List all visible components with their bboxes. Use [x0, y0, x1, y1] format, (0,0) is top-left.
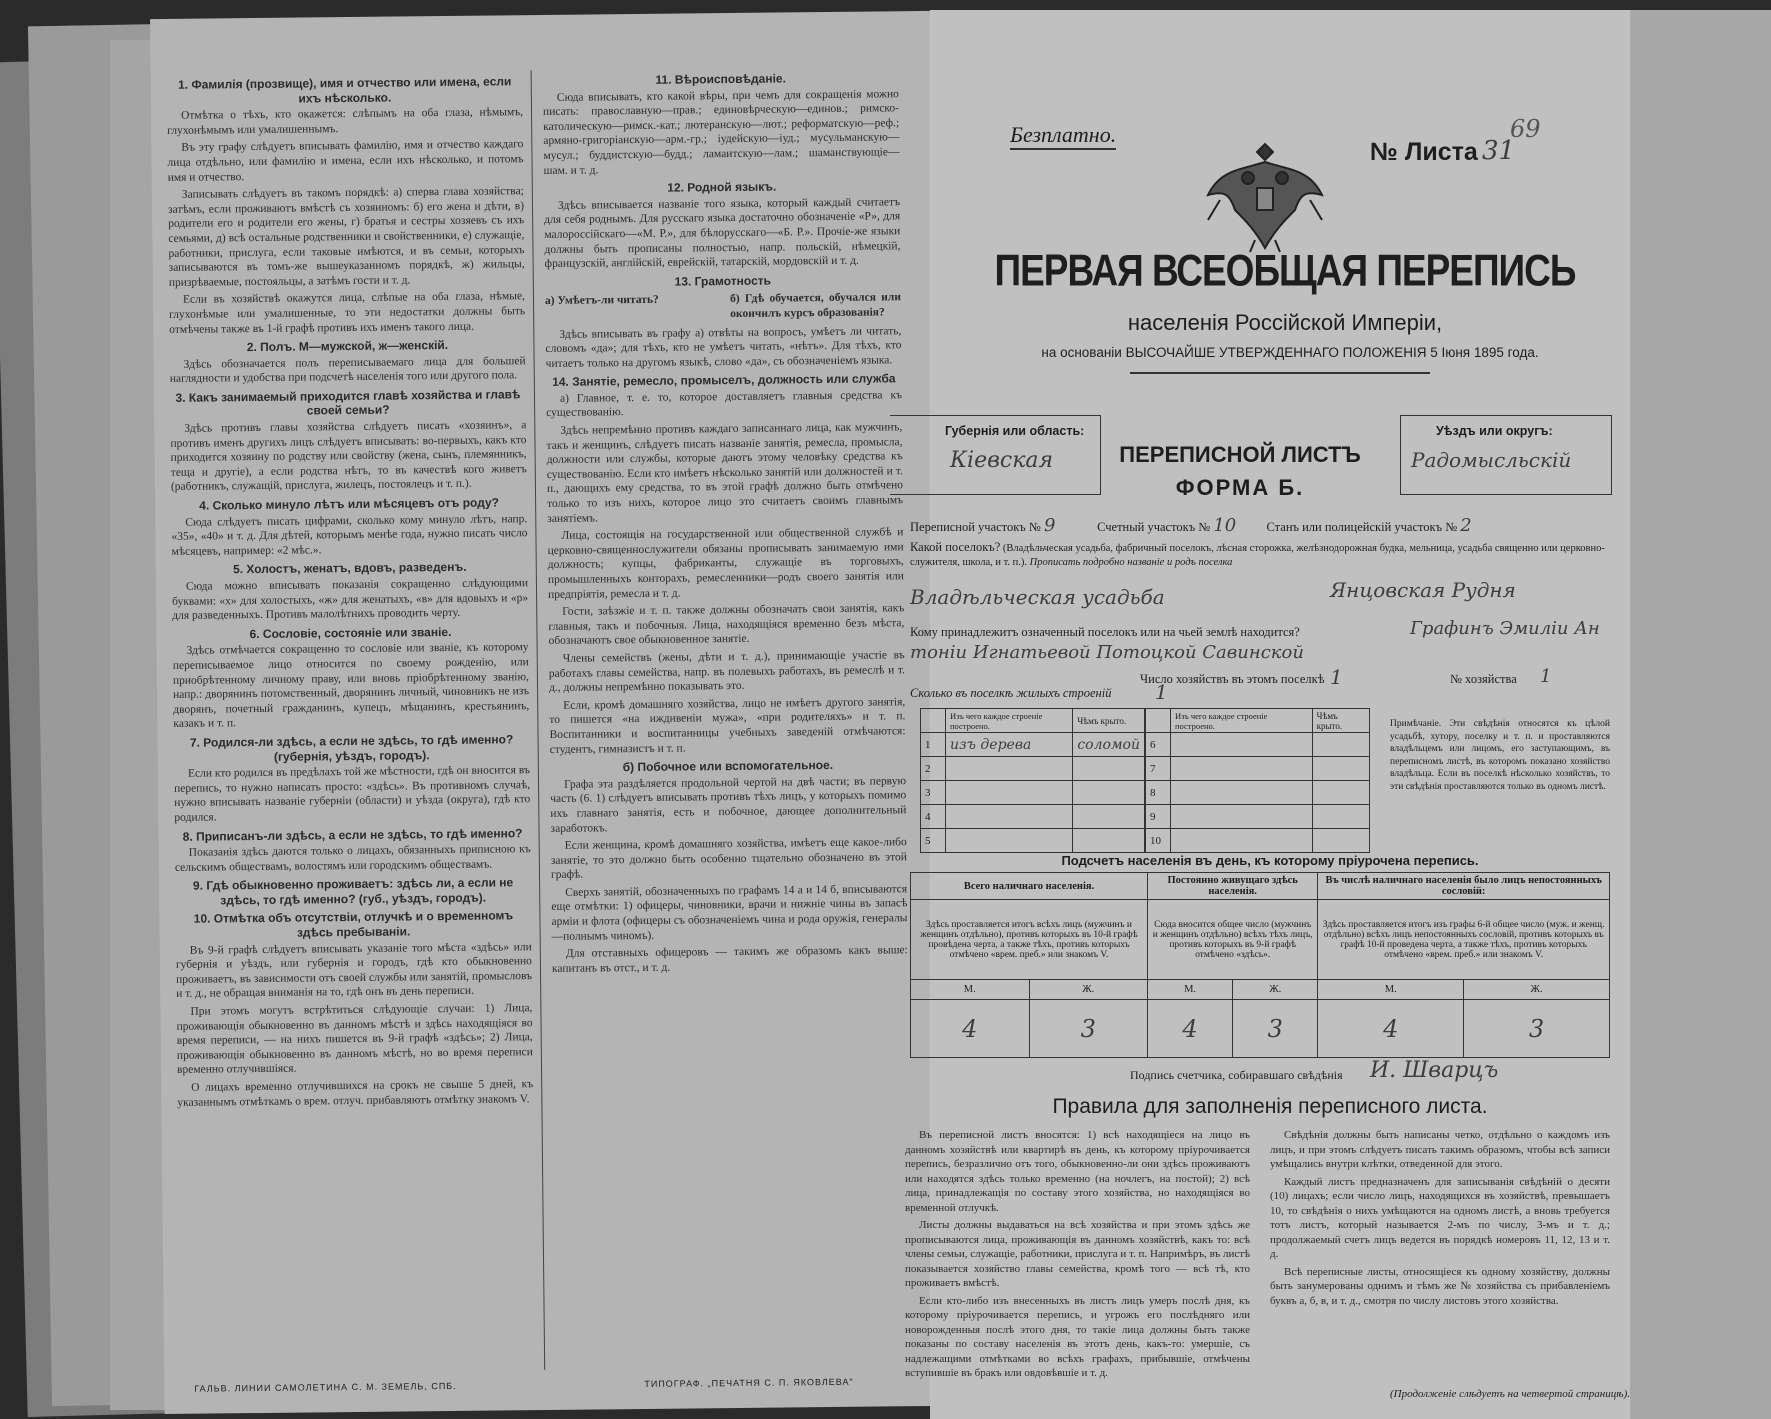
instructions-page	[150, 11, 945, 1414]
buildings-label: Сколько въ поселкѣ жилыхъ строеній	[910, 686, 1112, 700]
instruction-paragraph: Лица, состоящія на государственной или общественной службѣ и церковно-священнослужители обязаны прописывать занимаемую ими должность; купцы, фабриканты, служащіе въ торговыхъ, промышленныхъ конторахъ, ремесленники—родъ своего занятія или предпріятія, ремесла и т. д.	[547, 526, 904, 601]
rule-paragraph: Въ переписной листъ вносятся: 1) всѣ находящіеся на лицо въ данномъ хозяйствѣ или квартирѣ въ день, къ которому пріурочивается перепись, безразлично отъ того, обыкновенно-ли они здѣсь проживаютъ или находятся здѣсь только временно (на ночлегъ, на постой); 2) всѣ лица, принадлежащія по составу этого хозяйства, но находящіяся во временной отлучкѣ.	[905, 1129, 1250, 1214]
census-subtitle: населенія Россійской Имперіи,	[1127, 310, 1443, 335]
section-heading: 4. Сколько минуло лѣтъ или мѣсяцевъ отъ роду?	[199, 495, 500, 513]
section-heading: 2. Полъ. М—мужской, ж—женскій.	[246, 338, 449, 355]
table-row: 4	[921, 805, 1145, 829]
rule-paragraph: Если кто-либо изъ внесенныхъ въ листъ лицъ умеръ послѣ дня, къ которому пріурочивается перепись, и угрожъ его послѣдняго или новорожденныя послѣ этого дня, то такіе лица должны быть также показаны по составу населенія въ этотъ день, какъ-то: умершіе, съ надлежащими отмѣтками во всѣхъ графахъ, прибывшіе, отмѣчены вступившіе въ бракъ или овдовѣвшіе и т. д.	[905, 1294, 1250, 1379]
gubernia-label: Губернія или область:	[945, 424, 1085, 438]
table-row: 2	[921, 757, 1145, 781]
section-heading: б) Побочное или вспомогательное.	[622, 758, 834, 775]
settlement-description: (Владѣльческая усадьба, фабричный поселокъ, лѣсная сторожка, желѣзнодорожная будка, мельница, усадьба священно или церковно-служителя, школа, и т. п.).	[910, 543, 1605, 568]
column-header-material: Изъ чего каждое строеніе построено.	[946, 709, 1073, 733]
instruction-paragraph: При этомъ могутъ встрѣтиться слѣдующіе случаи: 1) Лица, проживающія обыкновенно въ данномъ мѣстѣ и здѣсь находящіяся во время переписи, — на нихъ пишется въ 9-й графѣ «здѣсь»; 2) Лица, проживающія обыкновенно въ данномъ мѣстѣ, но во время переписи временно отлучившіяся.	[176, 1002, 533, 1077]
census-district-value: 9	[1043, 515, 1056, 536]
census-district-label: Переписной участокъ №	[910, 520, 1041, 534]
stan-value: 2	[1460, 515, 1472, 536]
owner-value-1: Графинъ Эмиліи Ан	[1410, 618, 1600, 639]
section-heading: 12. Родной языкъ.	[667, 179, 777, 195]
female-header: Ж.	[1233, 980, 1318, 1000]
household-number-label: № хозяйства	[1450, 672, 1517, 686]
rule-paragraph: Всѣ переписные листы, относящіеся къ одному хозяйству, должны быть занумерованы однимъ и тѣмъ же № хозяйства съ прибавленіемъ буквъ а, б, в, и т. д., смотря по числу листовъ этого хозяйства.	[1270, 1265, 1610, 1307]
instruction-paragraph: Въ 9-й графѣ слѣдуетъ вписывать указаніе того мѣста «здѣсь» или губернія и уѣздъ, или губернія и городъ, гдѣ кто обыкновенно проживаетъ, въ зависимости отъ своей службы или занятій, промысловъ и т. д., не обращая вниманія на то, гдѣ онъ въ день переписи.	[175, 940, 533, 1001]
stan-label: Станъ или полицейскій участокъ №	[1266, 520, 1458, 534]
instruction-paragraph: Гости, заѣзжіе и т. п. также должны обозначать свои занятія, какъ главныя, такъ и побочныя. Лица, находящіяся временно безъ мѣста, обозначаютъ свое обыкновенное занятіе.	[548, 602, 905, 648]
form-type-title: ФОРМА Б.	[1175, 475, 1305, 500]
instruction-paragraph: О лицахъ временно отлучившихся на срокъ не свыше 5 дней, къ указаннымъ отмѣткамъ о врем. отлуч. прибавляютъ отмѣтку знакомъ V.	[177, 1078, 534, 1109]
section-heading: 9. Гдѣ обыкновенно проживаетъ: здѣсь ли, а если не здѣсь, то гдѣ именно? (губ., уѣздъ, городъ).	[192, 875, 514, 908]
male-header: М.	[1318, 980, 1464, 1000]
instruction-paragraph: Если женщина, кромѣ домашняго хозяйства, имѣетъ еще какое-либо занятіе, то это должно быть особенно тщательно обозначено въ этой графѣ.	[550, 836, 907, 882]
female-header: Ж.	[1464, 980, 1610, 1000]
instruction-paragraph: а) Главное, т. е. то, которое доставляетъ главныя средства къ существованію.	[546, 389, 903, 420]
household-number-value: 1	[1540, 666, 1552, 687]
non-permanent-male-count: 4	[1318, 1000, 1464, 1058]
instruction-paragraph: Сверхъ занятій, обозначенныхъ по графамъ 14 а и 14 б, вписываются еще отмѣтки: 1) офицеры, чиновники, врачи и нижніе чины въ запасѣ арміи и флота (офицеры съ обозначеніемъ чина и рода оружія, генералы—полнымъ чиномъ).	[551, 883, 908, 943]
signature-value: И. Шварцъ	[1370, 1058, 1499, 1083]
instruction-paragraph: Здѣсь вписывать въ графу а) отвѣты на вопросъ, умѣетъ ли читать, словомъ «да»; для тѣхъ, кто не умѣетъ читать, «нѣтъ». Для тѣхъ, кто читаетъ только на другомъ языкѣ, слово «да», съ обозначеніемъ языка.	[545, 324, 902, 370]
column-header: Постоянно живущаго здѣсь населенія.	[1148, 873, 1318, 900]
instruction-paragraph: Здѣсь отмѣчается сокращенно то сословіе или званіе, къ которому переписываемое лицо относится по своему рожденію, или приобрѣтенному личному праву, или вновь пріобрѣтенному званію, напр.: дворянинъ потомственный, дворянинъ личный, чиновникъ не изъ дворянъ, почетный гражданинъ, купецъ, мѣщанинъ, крестьянинъ, казакъ и т. п.	[172, 641, 530, 731]
column-header-material: Изъ чего каждое строеніе построено.	[1171, 709, 1313, 733]
table-row: 9	[1146, 805, 1370, 829]
instruction-paragraph: Показанія здѣсь даются только о лицахъ, обязанныхъ приписною къ сельскимъ обществамъ, волостямъ или городскимъ обществамъ.	[174, 843, 531, 874]
section-heading: 5. Холостъ, женатъ, вдовъ, разведенъ.	[232, 560, 467, 577]
instruction-paragraph: Для отставныхъ офицеровъ — такимъ же образомъ какъ выше: капитанъ въ отст., и т. д.	[551, 944, 908, 975]
instruction-paragraph: Записывать слѣдуетъ въ такомъ порядкѣ: а) сперва глава хозяйства; затѣмъ, если проживаютъ вмѣстѣ съ хозяиномъ: б) его жена и дѣти, в) родители его и родители его жены, г) братья и сестры хозяевъ съ ихъ семьями, д) всѣ остальные родственники и свойственники, е) служащіе, работники, прислуга, если таковые имѣются, и въ семьи, которыхъ записываются въ томъ-же вышеуказанномъ порядкѣ, ж) жильцы, призрѣваемые, постояльцы, а затѣмъ гости и т. д.	[167, 185, 525, 289]
settlement-description-tail: Прописать подробно названіе и родъ поселка	[1029, 557, 1233, 568]
instruction-paragraph: Здѣсь вписывается названіе того языка, который каждый считаетъ для себя роднымъ. Для русскаго языка достаточно обозначеніе «Р», для малороссійскаго—«М. Р.», для бѣлорусскаго—«Б. Р.». Прочіе-же языки должны быть прописаны полностью, напр. польскій, нѣмецкій, французскій, англійскій, еврейскій, татарскій, мордовскій и т. д.	[544, 195, 901, 271]
table-row: 7	[1146, 757, 1370, 781]
column-description: Здѣсь проставляется итогъ изъ графы 6-й общее число (муж. и женщ. отдѣльно) всѣхъ лицъ непостоянныхъ сословій, противъ которыхъ въ графѣ 10-й проведена черта, а также тѣхъ, противъ которыхъ отмѣчено «врем. преб.» или знакомъ V.	[1318, 900, 1610, 980]
column-header-roof: Чѣмъ крыто.	[1073, 709, 1145, 733]
free-stamp: Безплатно.	[1010, 122, 1116, 150]
table-row: 1 изъ дерева соломой	[921, 733, 1145, 757]
buildings-note: Примѣчаніе. Эти свѣдѣнія относятся къ цѣлой усадьбѣ, хутору, поселку и т. п. и проставляются владѣльцемъ или лицомъ, его заступающимъ, въ переписномъ листѣ, въ которомъ показано хозяйство владѣльца. Если въ поселкѣ нѣсколько хозяйствъ, то эти свѣдѣнія проставляются только въ одномъ листѣ.	[1390, 719, 1610, 792]
resident-male-count: 4	[1148, 1000, 1233, 1058]
instruction-paragraph: Здѣсь противъ главы хозяйства слѣдуетъ писать «хозяинъ», а противъ именъ другихъ лицъ слѣдуетъ вписывать: во-первыхъ, какъ кто приходится хозяину по родству или свойству (жена, сынъ, племянникъ, теща и другіе), а если родства нѣтъ, то въ качествѣ кого живетъ (работникъ, служащій, прислуга, жилецъ, постоялецъ и т. п.).	[170, 419, 527, 494]
table-row: 10	[1146, 829, 1370, 853]
section-heading: 7. Родился-ли здѣсь, а если не здѣсь, то гдѣ именно? (губернія, уѣздъ, городъ).	[189, 732, 514, 764]
instruction-paragraph: Если, кромѣ домашняго хозяйства, лицо не имѣетъ другого занятія, то пишется «на иждивеніи мужа», «при родителяхъ» и т. п. Воспитанники и воспитанницы учебныхъ заведеній отмѣчаются: студентъ, гимназистъ и т. п.	[549, 695, 906, 756]
count-district-label: Счетный участокъ №	[1097, 520, 1211, 534]
rules-column-right	[1270, 1128, 1610, 1311]
uezd-label: Уѣздъ или округъ:	[1436, 424, 1553, 438]
households-label: Число хозяйствъ въ этомъ поселкѣ	[1140, 672, 1325, 686]
section-heading: 8. Приписанъ-ли здѣсь, а если не здѣсь, то гдѣ именно?	[182, 825, 523, 844]
literacy-subheadings	[545, 291, 901, 324]
male-header: М.	[911, 980, 1030, 1000]
settlement-name: Янцовская Рудня	[1330, 578, 1516, 602]
table-row: 8	[1146, 781, 1370, 805]
instruction-paragraph: Сюда можно вписывать показанія сокращенно слѣдующими буквами: «х» для холостыхъ, «ж» для женатыхъ, «в» для вдовыхъ и «р» для разведенныхъ. Противъ малолѣтнихъ проводить черту.	[172, 577, 529, 623]
section-heading: 3. Какъ занимаемый приходится главѣ хозяйства и главѣ своей семьи?	[175, 387, 521, 418]
population-count-title: Подсчетъ населенія въ день, къ которому пріурочена перепись.	[1061, 853, 1479, 868]
sheet-number-value: 31	[1482, 136, 1516, 166]
non-permanent-female-count: 3	[1464, 1000, 1610, 1058]
district-line	[910, 515, 1610, 536]
literacy-subheading: б) Гдѣ обучается, обучался или окончилъ курсъ образованія?	[730, 291, 902, 320]
instruction-paragraph: Въ эту графу слѣдуетъ вписывать фамилію, имя и отчество каждаго лица отдѣльно, или фамилію и имена, если ихъ нѣсколько, и потомъ имя и отчество.	[167, 138, 524, 184]
overlapping-sheet-edge	[1630, 10, 1771, 1419]
signature-label: Подпись счетчика, собиравшаго свѣдѣнія	[1130, 1068, 1343, 1082]
instruction-paragraph: Здѣсь обозначается полъ переписываемаго лица для большей наглядности и удобства при подсчетѣ населенія того или другого пола.	[169, 354, 526, 386]
section-heading: 1. Фамилія (прозвище), имя и отчество или имена, если ихъ нѣсколько.	[177, 74, 512, 106]
settlement-block	[910, 540, 1610, 570]
column-description: Сюда вносится общее число (мужчинъ и женщинъ отдѣльно) всѣхъ тѣхъ лицъ, противъ которыхъ въ 9-й графѣ отмѣчено «здѣсь».	[1148, 900, 1318, 980]
owner-value-2: тоніи Игнатьевой Потоцкой Савинской	[910, 642, 1304, 663]
column-description: Здѣсь проставляется итогъ всѣхъ лицъ (мужчинъ и женщинъ отдѣльно), противъ которыхъ въ 10-й графѣ провѣдена черта, а также тѣхъ, противъ которыхъ отмѣчено «врем. преб.» или знакомъ V.	[911, 900, 1148, 980]
instruction-paragraph: Сюда слѣдуетъ писать цифрами, сколько кому минуло лѣтъ, напр. «35», «40» и т. д. Для дѣтей, которымъ менѣе года, нужно писать число мѣсяцевъ, например: «2 мѣс.».	[171, 512, 528, 558]
section-heading: 14. Занятіе, ремесло, промыселъ, должность или служба	[552, 371, 896, 390]
literacy-subheading: а) Умѣетъ-ли читать?	[544, 294, 659, 308]
households-value: 1	[1330, 665, 1343, 689]
section-heading: 11. Вѣроисповѣданіе.	[655, 71, 786, 87]
population-count-table	[910, 872, 1610, 1058]
continued-note: (Продолженіе слѣдуетъ на четвертой страницѣ).	[1390, 1388, 1630, 1400]
column-header-roof: Чѣмъ крыто.	[1312, 709, 1369, 733]
instruction-paragraph: Если въ хозяйствѣ окажутся лица, слѣпые на оба глаза, нѣмые, глухонѣмые или умалишенные, то эти недостатки должны быть отмѣчены также въ 1-й графѣ противъ ихъ именъ такого лица.	[169, 290, 526, 336]
rule-paragraph: Листы должны выдаваться на всѣ хозяйства и при этомъ здѣсь же прописываются лица, проживающія въ данномъ хозяйствѣ, какъ то: всѣ члены семьи, служащіе, работники, прислуга и т. п. Напримѣръ, въ листѣ показывается хозяйство главы семейства, кромѣ того — всѣ тѣ, кто проживаетъ вмѣстѣ.	[905, 1219, 1250, 1289]
instruction-paragraph: Отмѣтка о тѣхъ, кто окажется: слѣпымъ на оба глаза, нѣмымъ, глухонѣмымъ или умалишеннымъ.	[167, 106, 524, 137]
rules-title: Правила для заполненія переписного листа.	[1052, 1095, 1488, 1118]
buildings-value: 1	[1155, 680, 1168, 704]
printer-imprint-right: ТИПОГРАФ. „ПЕЧАТНЯ С. П. ЯКОВЛЕВА"	[644, 1376, 854, 1389]
column-header: Всего наличнаго населенія.	[911, 873, 1148, 900]
form-sheet-title: ПЕРЕПИСНОЙ ЛИСТЪ	[1119, 442, 1361, 467]
present-male-count: 4	[911, 1000, 1030, 1058]
legal-basis-line: на основаніи ВЫСОЧАЙШЕ УТВЕРЖДЕННАГО ПОЛОЖЕНІЯ 5 Іюня 1895 года.	[1041, 345, 1539, 360]
section-heading: 6. Сословіе, состояніе или званіе.	[249, 624, 452, 641]
instructions-column-2	[543, 66, 909, 979]
census-main-title: ПЕРВАЯ ВСЕОБЩАЯ ПЕРЕПИСЬ	[994, 245, 1576, 295]
instruction-paragraph: Графа эта раздѣляется продольной чертой на двѣ части; въ первую часть (6. 1) слѣдуетъ вписывать противъ тѣхъ лицъ, у которыхъ помимо ихъ главнаго занятія, есть и побочное, дающее дополнительный заработокъ.	[550, 774, 907, 835]
buildings-table-left	[920, 708, 1145, 853]
instruction-paragraph: Здѣсь непремѣнно противъ каждаго записаннаго лица, как мужчинъ, такъ и женщинъ, слѣдуетъ писать названіе занятія, ремесла, промысла, должности или службы, которые даютъ этому человѣку средства къ существованію. Если кто имѣетъ нѣсколько занятій или должностей и т. п., дающихъ ему средства, то въ этой графѣ должно быть отмѣчено только то изъ нихъ, которое лицо это считаетъ своимъ главнымъ занятіемъ.	[546, 421, 904, 525]
settlement-label: Какой поселокъ?	[910, 540, 1001, 554]
building-roof: соломой	[1073, 733, 1145, 757]
female-header: Ж.	[1029, 980, 1148, 1000]
rule-paragraph: Каждый листъ предназначенъ для записыванія свѣдѣній о десяти (10) лицахъ; если число лицъ, находящихся въ хозяйствѣ, превышаетъ 10, то свѣдѣнія о нихъ умѣщаются на одномъ листѣ, а вновь требуется тотъ листъ, который называется 2-мъ по числу, 3-мъ и т. д.; продолжаемый счетъ лицъ ведется въ порядкѣ номеровъ 11, 12, 13 и т. д.	[1270, 1175, 1610, 1260]
printer-imprint-left: ГАЛЬВ. ЛИНИИ САМОЛЕТИНА С. М. ЗЕМЕЛЬ, СПБ.	[194, 1380, 457, 1394]
archive-page-number: 69	[1510, 115, 1541, 143]
owner-label: Кому принадлежитъ означенный поселокъ или на чьей землѣ находится?	[910, 625, 1300, 639]
gubernia-value: Кіевская	[950, 448, 1054, 473]
instruction-paragraph: Члены семействъ (жены, дѣти и т. д.), принимающіе участіе въ работахъ главы семейства, напр. въ полевыхъ работахъ, въ ремеслѣ и т. д., должны непремѣнно показывать это.	[548, 649, 905, 695]
count-district-value: 10	[1213, 515, 1237, 536]
title-rule	[1130, 372, 1430, 374]
instructions-column-1	[167, 70, 534, 1113]
sheet-number-label: № Листа	[1370, 138, 1478, 166]
section-heading: 10. Отмѣтка объ отсутствіи, отлучкѣ и о временномъ здѣсь пребываніи.	[193, 908, 514, 940]
rule-paragraph: Свѣдѣнія должны быть написаны четко, отдѣльно о каждомъ изъ лицъ, и при этомъ слѣдуетъ писать такимъ образомъ, чтобы всѣ записи умѣщались внутри клѣтки, отведенной для этого.	[1270, 1129, 1610, 1170]
census-form-page	[905, 10, 1771, 1419]
instruction-paragraph: Сюда вписывать, кто какой вѣры, при чемъ для сокращенія можно писать: православную—прав.; единовѣрческую—единов.; римско-католическую—римск.-кат.; лютеранскую—лют.; реформатскую—реф.; армяно-григоріанскую—арм.-гр.; іудейскую—іуд.; мусульманскую—мусул.; буддистскую—будд.; ламаитскую—лам.; шаманствующіе—шам. и т. д.	[542, 87, 900, 177]
column-header: Въ числѣ наличнаго населенія было лицъ непостоянныхъ сословій:	[1318, 873, 1610, 900]
present-female-count: 3	[1029, 1000, 1148, 1058]
table-row: 3	[921, 781, 1145, 805]
column-divider	[531, 70, 546, 1370]
gubernia-box	[890, 415, 1101, 495]
settlement-value: Владѣльческая усадьба	[910, 585, 1165, 609]
uezd-value: Радомысльскій	[1411, 448, 1572, 472]
resident-female-count: 3	[1233, 1000, 1318, 1058]
uezd-box	[1400, 415, 1612, 495]
instruction-paragraph: Если кто родился въ предѣлахъ той же мѣстности, гдѣ он вносится въ перепись, то нужно написать просто: «здѣсь». Въ противномъ случаѣ, нужно вписывать названіе губерніи (области) и уѣзда (округа), гдѣ кто родился.	[174, 764, 531, 824]
section-heading: 13. Грамотность	[674, 273, 772, 289]
table-row: 5	[921, 829, 1145, 853]
rules-column-left	[905, 1128, 1250, 1384]
buildings-table-right	[1145, 708, 1370, 853]
double-headed-eagle-icon	[1200, 140, 1330, 255]
building-material: изъ дерева	[946, 733, 1073, 757]
table-row: 6	[1146, 733, 1370, 757]
male-header: М.	[1148, 980, 1233, 1000]
